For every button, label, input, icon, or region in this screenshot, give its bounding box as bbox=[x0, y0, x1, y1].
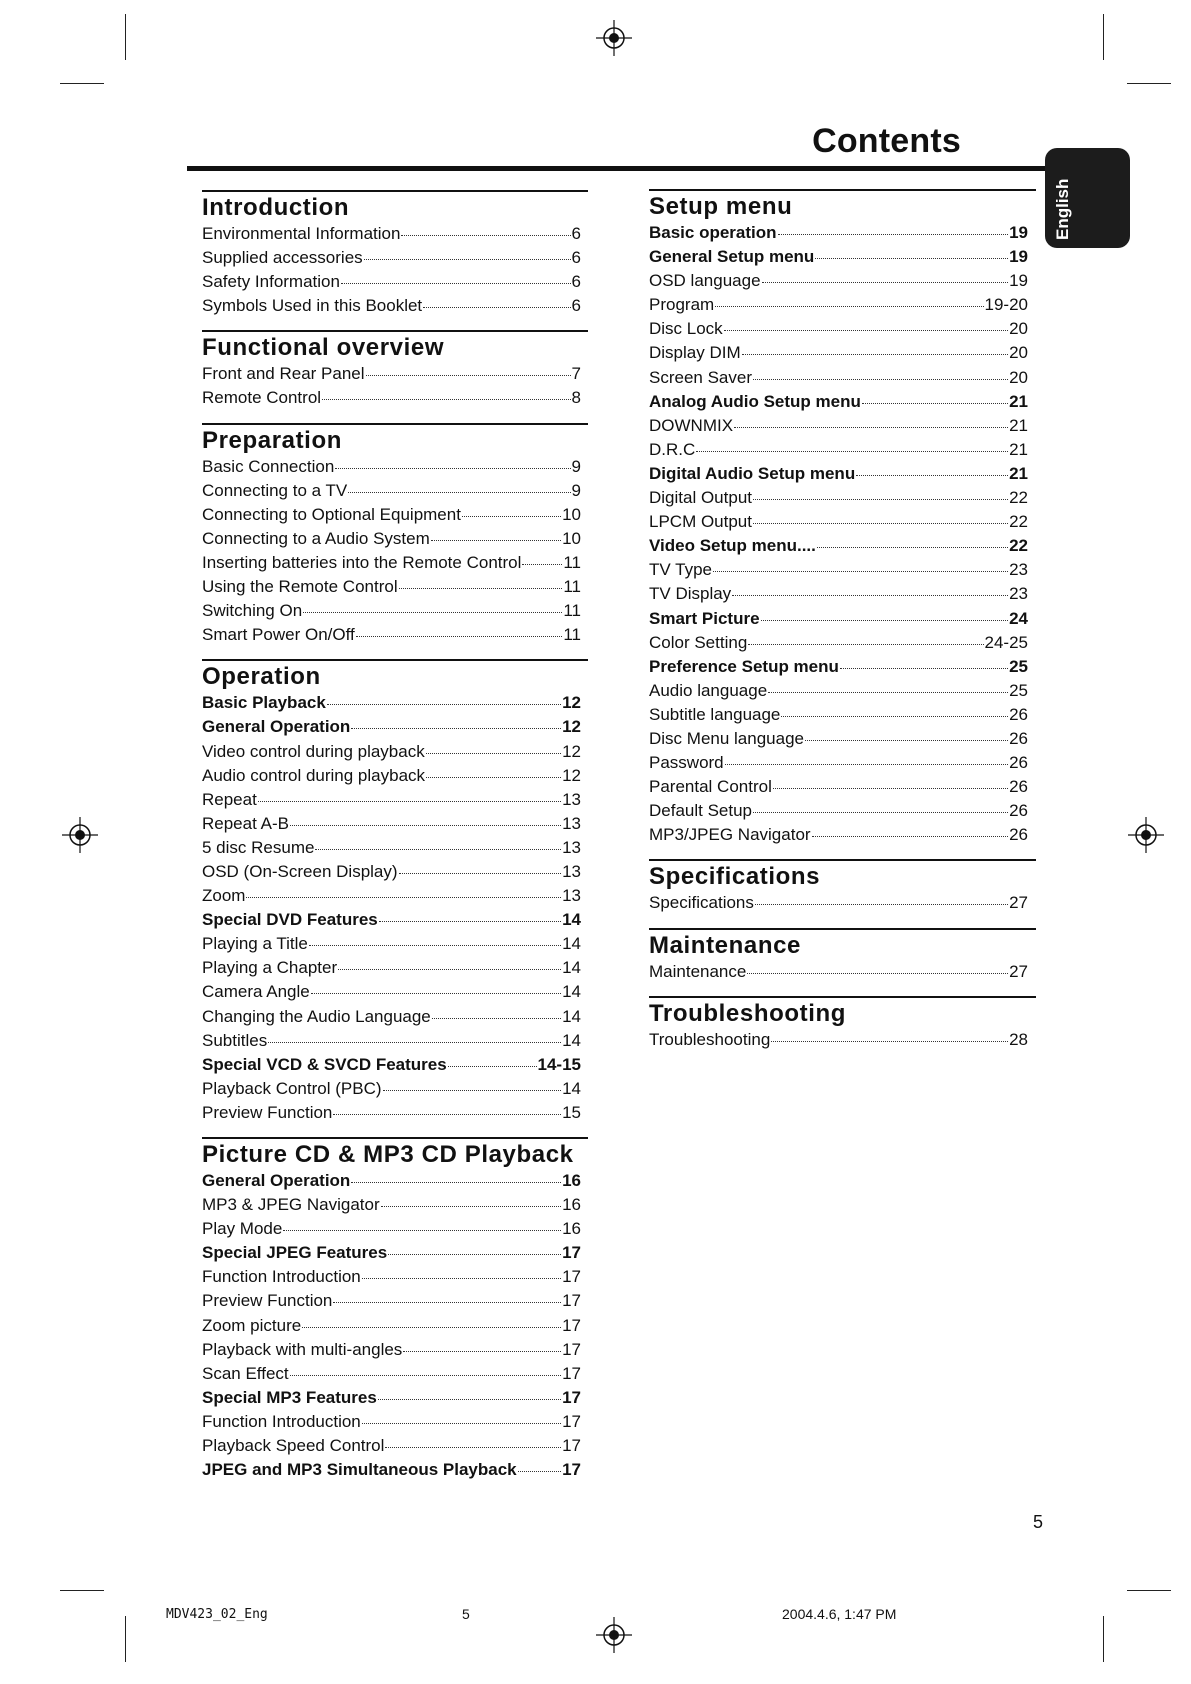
dot-leader bbox=[805, 724, 1008, 741]
crop-mark bbox=[1103, 14, 1104, 60]
toc-entry-page: 11 bbox=[563, 577, 581, 597]
toc-entry-label: Disc Lock bbox=[649, 319, 723, 339]
dot-leader bbox=[290, 1359, 561, 1376]
dot-leader bbox=[364, 243, 571, 260]
toc-entry bbox=[202, 294, 581, 318]
toc-entry-label: Analog Audio Setup menu bbox=[649, 391, 861, 411]
toc-entry-page: 21 bbox=[1009, 439, 1028, 459]
dot-leader bbox=[755, 888, 1008, 905]
toc-entry-label: 5 disc Resume bbox=[202, 837, 315, 857]
dot-leader bbox=[753, 363, 1008, 380]
toc-entry-page: 14 bbox=[562, 958, 581, 978]
toc-entry-page: 19 bbox=[1009, 247, 1028, 267]
section-heading: Setup menu bbox=[649, 189, 1036, 221]
dot-leader bbox=[753, 796, 1008, 813]
toc-entry-label: General Setup menu bbox=[649, 247, 815, 267]
toc-entry-label: Special JPEG Features bbox=[202, 1243, 388, 1263]
toc-entry-label: Symbols Used in this Booklet bbox=[202, 296, 423, 316]
section-heading: Operation bbox=[202, 659, 588, 691]
footer-timestamp: 2004.4.6, 1:47 PM bbox=[782, 1606, 897, 1622]
section-heading: Specifications bbox=[649, 859, 1036, 891]
dot-leader bbox=[388, 1238, 561, 1255]
dot-leader bbox=[734, 411, 1008, 428]
toc-entry-page: 13 bbox=[562, 886, 581, 906]
dot-leader bbox=[713, 555, 1008, 572]
toc-entry-label: Preview Function bbox=[202, 1291, 333, 1311]
toc-entry-label: Display DIM bbox=[649, 343, 741, 363]
toc-entry-label: Program bbox=[649, 295, 715, 315]
dot-leader bbox=[327, 688, 561, 705]
toc-entry-page: 17 bbox=[562, 1339, 581, 1359]
toc-entry-page: 16 bbox=[562, 1219, 581, 1239]
dot-leader bbox=[426, 737, 561, 754]
dot-leader bbox=[840, 652, 1008, 669]
dot-leader bbox=[362, 1407, 561, 1424]
registration-mark-icon bbox=[596, 1617, 632, 1653]
dot-leader bbox=[335, 452, 570, 469]
toc-entry-page: 14 bbox=[562, 1078, 581, 1098]
toc-entry-page: 23 bbox=[1009, 584, 1028, 604]
dot-leader bbox=[747, 957, 1008, 974]
toc-entry-page: 14 bbox=[562, 934, 581, 954]
dot-leader bbox=[403, 1335, 561, 1352]
toc-entry-label: Front and Rear Panel bbox=[202, 364, 365, 384]
dot-leader bbox=[333, 1098, 561, 1115]
toc-entry-page: 11 bbox=[563, 601, 581, 621]
dot-leader bbox=[518, 1455, 561, 1472]
toc-entry-page: 13 bbox=[562, 813, 581, 833]
footer-filename: MDV423_02_Eng bbox=[166, 1607, 268, 1622]
toc-entry-page: 20 bbox=[1009, 343, 1028, 363]
toc-entry-label: JPEG and MP3 Simultaneous Playback bbox=[202, 1460, 517, 1480]
toc-entry-label: Disc Menu language bbox=[649, 728, 804, 748]
registration-mark-icon bbox=[596, 20, 632, 56]
toc-entry-page: 26 bbox=[1009, 728, 1028, 748]
toc-entry-label: Special DVD Features bbox=[202, 910, 378, 930]
dot-leader bbox=[268, 1026, 561, 1043]
toc-entry-label: Color Setting bbox=[649, 632, 748, 652]
toc-entry-label: TV Type bbox=[649, 560, 712, 580]
dot-leader bbox=[742, 338, 1008, 355]
section-heading: Maintenance bbox=[649, 928, 1036, 960]
toc-entry-page: 26 bbox=[1009, 801, 1028, 821]
dot-leader bbox=[362, 1262, 561, 1279]
dot-leader bbox=[401, 219, 570, 236]
toc-section bbox=[202, 330, 588, 410]
section-heading: Functional overview bbox=[202, 330, 588, 362]
toc-entry-page: 11 bbox=[563, 552, 581, 572]
toc-entry bbox=[649, 891, 1028, 915]
toc-entry-label: Basic Playback bbox=[202, 693, 326, 713]
toc-entry-label: TV Display bbox=[649, 584, 732, 604]
toc-entry-label: Repeat A-B bbox=[202, 813, 289, 833]
toc-entry-label: Password bbox=[649, 753, 724, 773]
dot-leader bbox=[341, 267, 571, 284]
dot-leader bbox=[290, 809, 561, 826]
dot-leader bbox=[431, 524, 561, 541]
dot-leader bbox=[348, 476, 570, 493]
toc-entry-page: 6 bbox=[571, 224, 581, 243]
dot-leader bbox=[366, 359, 571, 376]
toc-entry-page: 13 bbox=[562, 861, 581, 881]
dot-leader bbox=[426, 761, 561, 778]
toc-entry-page: 12 bbox=[562, 741, 581, 761]
toc-entry-page: 14 bbox=[562, 910, 581, 930]
dot-leader bbox=[815, 242, 1008, 259]
toc-entry-page: 6 bbox=[571, 248, 581, 268]
toc-entry-page: 24-25 bbox=[984, 632, 1028, 652]
toc-entry-label: Safety Information bbox=[202, 272, 340, 292]
toc-entry-label: MP3/JPEG Navigator bbox=[649, 825, 811, 845]
dot-leader bbox=[856, 459, 1008, 476]
toc-entry-label: OSD (On-Screen Display) bbox=[202, 861, 398, 881]
toc-entry-page: 17 bbox=[562, 1363, 581, 1383]
dot-leader bbox=[462, 500, 561, 517]
crop-mark bbox=[1103, 1616, 1104, 1662]
dot-leader bbox=[351, 712, 561, 729]
toc-entry-label: Subtitles bbox=[202, 1030, 268, 1050]
toc-section bbox=[649, 189, 1036, 847]
toc-entry-label: Basic operation bbox=[649, 223, 777, 242]
toc-entry-page: 26 bbox=[1009, 777, 1028, 797]
dot-leader bbox=[399, 857, 562, 874]
toc-entry-page: 13 bbox=[562, 789, 581, 809]
crop-mark bbox=[125, 1616, 126, 1662]
crop-mark bbox=[60, 83, 104, 84]
toc-entry-label: Special MP3 Features bbox=[202, 1387, 377, 1407]
dot-leader bbox=[778, 218, 1009, 235]
toc-entry-label: OSD language bbox=[649, 271, 761, 291]
toc-entry-label: Repeat bbox=[202, 789, 257, 809]
dot-leader bbox=[724, 314, 1008, 331]
crop-mark bbox=[60, 1590, 104, 1591]
toc-section bbox=[649, 928, 1036, 984]
toc-entry-label: Specifications bbox=[649, 893, 754, 913]
toc-entry-label: Play Mode bbox=[202, 1219, 283, 1239]
toc-entry-page: 25 bbox=[1009, 680, 1028, 700]
toc-entry-page: 16 bbox=[562, 1195, 581, 1215]
toc-entry-page: 10 bbox=[562, 504, 581, 524]
crop-mark bbox=[125, 14, 126, 60]
toc-entry-page: 22 bbox=[1009, 488, 1028, 508]
toc-entry-page: 6 bbox=[571, 272, 581, 292]
toc-entry-page: 10 bbox=[562, 528, 581, 548]
toc-entry-label: DOWNMIX bbox=[649, 415, 734, 435]
toc-entry-page: 20 bbox=[1009, 367, 1028, 387]
toc-entry-label: Video Setup menu.... bbox=[649, 536, 816, 556]
toc-entry bbox=[202, 386, 581, 410]
dot-leader bbox=[423, 291, 570, 308]
toc-entry-page: 27 bbox=[1009, 961, 1028, 981]
toc-entry-label: Connecting to a TV bbox=[202, 480, 348, 500]
toc-section bbox=[649, 996, 1036, 1052]
toc-entry-label: Playback Speed Control bbox=[202, 1436, 385, 1456]
dot-leader bbox=[381, 1190, 561, 1207]
toc-entry-page: 17 bbox=[562, 1315, 581, 1335]
language-tab bbox=[1045, 148, 1130, 248]
section-heading: Troubleshooting bbox=[649, 996, 1036, 1028]
toc-entry-page: 17 bbox=[562, 1267, 581, 1287]
dot-leader bbox=[748, 628, 983, 645]
dot-leader bbox=[385, 1431, 561, 1448]
dot-leader bbox=[753, 507, 1008, 524]
dot-leader bbox=[812, 820, 1009, 837]
toc-entry-label: LPCM Output bbox=[649, 512, 752, 532]
dot-leader bbox=[761, 604, 1009, 621]
toc-entry bbox=[202, 1101, 581, 1125]
dot-leader bbox=[432, 1002, 561, 1019]
toc-entry-label: Camera Angle bbox=[202, 982, 310, 1002]
toc-entry-label: Parental Control bbox=[649, 777, 772, 797]
toc-entry-page: 17 bbox=[562, 1243, 581, 1263]
toc-entry-label: Function Introduction bbox=[202, 1267, 361, 1287]
toc-entry-page: 14 bbox=[562, 982, 581, 1002]
toc-entry-label: Basic Connection bbox=[202, 456, 335, 476]
toc-entry-label: MP3 & JPEG Navigator bbox=[202, 1195, 380, 1215]
dot-leader bbox=[379, 905, 561, 922]
dot-leader bbox=[768, 676, 1008, 693]
toc-entry-label: Troubleshooting bbox=[649, 1029, 771, 1049]
toc-entry-page: 19 bbox=[1009, 271, 1028, 291]
toc-entry-label: Scan Effect bbox=[202, 1363, 289, 1383]
toc-section bbox=[202, 190, 588, 318]
toc-entry-label: Environmental Information bbox=[202, 224, 401, 243]
toc-entry-label: Using the Remote Control bbox=[202, 577, 398, 597]
toc-column-left bbox=[202, 190, 588, 1494]
toc-entry-label: Preference Setup menu bbox=[649, 656, 839, 676]
toc-entry-label: Digital Audio Setup menu bbox=[649, 463, 856, 483]
toc-entry-page: 26 bbox=[1009, 825, 1028, 845]
dot-leader bbox=[732, 579, 1008, 596]
crop-mark bbox=[1127, 83, 1171, 84]
dot-leader bbox=[383, 1074, 562, 1091]
dot-leader bbox=[448, 1050, 537, 1067]
footer-page-number: 5 bbox=[462, 1606, 470, 1622]
toc-entry-page: 22 bbox=[1009, 512, 1028, 532]
page-number: 5 bbox=[1033, 1512, 1044, 1532]
dot-leader bbox=[725, 748, 1008, 765]
toc-entry-page: 9 bbox=[571, 480, 581, 500]
dot-leader bbox=[715, 290, 983, 307]
toc-entry-page: 8 bbox=[571, 388, 581, 408]
toc-section bbox=[202, 423, 588, 648]
toc-entry-label: Smart Power On/Off bbox=[202, 625, 355, 645]
dot-leader bbox=[771, 1025, 1008, 1042]
toc-entry-page: 26 bbox=[1009, 704, 1028, 724]
registration-mark-icon bbox=[1128, 817, 1164, 853]
dot-leader bbox=[311, 977, 561, 994]
toc-entry-page: 14 bbox=[562, 1030, 581, 1050]
toc-entry-page: 12 bbox=[562, 765, 581, 785]
registration-mark-icon bbox=[62, 817, 98, 853]
toc-entry-label: Screen Saver bbox=[649, 367, 752, 387]
toc-entry-page: 12 bbox=[562, 717, 581, 737]
toc-entry-page: 11 bbox=[563, 625, 581, 645]
dot-leader bbox=[315, 833, 561, 850]
toc-entry-label: Playing a Title bbox=[202, 934, 308, 954]
dot-leader bbox=[817, 531, 1008, 548]
section-heading: Introduction bbox=[202, 190, 588, 222]
toc-entry-label: Changing the Audio Language bbox=[202, 1006, 431, 1026]
dot-leader bbox=[522, 548, 562, 565]
toc-entry-label: Switching On bbox=[202, 601, 303, 621]
dot-leader bbox=[303, 596, 562, 613]
crop-mark bbox=[1127, 1590, 1171, 1591]
toc-entry-page: 17 bbox=[562, 1436, 581, 1456]
toc-entry-page: 9 bbox=[571, 456, 581, 476]
dot-leader bbox=[246, 881, 561, 898]
toc-section bbox=[202, 1137, 588, 1482]
toc-entry-label: Playback Control (PBC) bbox=[202, 1078, 382, 1098]
toc-entry-label: Playback with multi-angles bbox=[202, 1339, 403, 1359]
dot-leader bbox=[781, 700, 1008, 717]
dot-leader bbox=[283, 1214, 561, 1231]
toc-entry-page: 23 bbox=[1009, 560, 1028, 580]
toc-entry-page: 14-15 bbox=[537, 1054, 581, 1074]
toc-entry bbox=[202, 623, 581, 647]
toc-entry-label: Connecting to a Audio System bbox=[202, 528, 430, 548]
toc-entry-label: Audio language bbox=[649, 680, 768, 700]
toc-entry-label: Function Introduction bbox=[202, 1411, 361, 1431]
toc-entry-label: Supplied accessories bbox=[202, 248, 363, 268]
toc-entry-page: 17 bbox=[562, 1411, 581, 1431]
dot-leader bbox=[773, 772, 1008, 789]
dot-leader bbox=[322, 383, 570, 400]
toc-entry-label: General Operation bbox=[202, 717, 351, 737]
toc-entry-page: 7 bbox=[571, 364, 581, 384]
language-tab-label: English bbox=[1053, 178, 1072, 240]
toc-entry-label: Remote Control bbox=[202, 388, 322, 408]
toc-entry-page: 21 bbox=[1009, 415, 1028, 435]
dot-leader bbox=[302, 1311, 561, 1328]
toc-entry bbox=[649, 1028, 1028, 1052]
toc-entry-page: 20 bbox=[1009, 319, 1028, 339]
toc-entry-page: 24 bbox=[1009, 608, 1028, 628]
toc-entry-page: 28 bbox=[1009, 1029, 1028, 1049]
dot-leader bbox=[862, 387, 1008, 404]
toc-entry-page: 19 bbox=[1009, 223, 1028, 242]
toc-entry-label: Subtitle language bbox=[649, 704, 781, 724]
toc-entry-label: D.R.C bbox=[649, 439, 696, 459]
section-heading: Preparation bbox=[202, 423, 588, 455]
toc-entry-label: Digital Output bbox=[649, 488, 752, 508]
toc-entry-label: Maintenance bbox=[649, 961, 747, 981]
dot-leader bbox=[351, 1166, 561, 1183]
dot-leader bbox=[258, 785, 561, 802]
toc-entry-label: Audio control during playback bbox=[202, 765, 426, 785]
toc-entry-label: Inserting batteries into the Remote Control bbox=[202, 552, 522, 572]
dot-leader bbox=[753, 483, 1008, 500]
toc-entry bbox=[202, 1458, 581, 1482]
section-heading: Picture CD & MP3 CD Playback bbox=[202, 1137, 588, 1169]
toc-entry-page: 6 bbox=[571, 296, 581, 316]
toc-entry-page: 17 bbox=[562, 1387, 581, 1407]
dot-leader bbox=[333, 1286, 561, 1303]
toc-entry-page: 16 bbox=[562, 1171, 581, 1190]
toc-entry bbox=[649, 960, 1028, 984]
toc-entry-label: Smart Picture bbox=[649, 608, 760, 628]
dot-leader bbox=[696, 435, 1008, 452]
toc-entry-page: 27 bbox=[1009, 893, 1028, 913]
toc-entry-page: 12 bbox=[562, 693, 581, 713]
toc-entry-label: Default Setup bbox=[649, 801, 753, 821]
page-title: Contents bbox=[812, 122, 961, 160]
toc-entry-label: Connecting to Optional Equipment bbox=[202, 504, 461, 524]
dot-leader bbox=[356, 620, 563, 637]
toc-column-right bbox=[649, 189, 1036, 1064]
toc-entry-label: Preview Function bbox=[202, 1102, 333, 1122]
toc-entry-page: 13 bbox=[562, 837, 581, 857]
dot-leader bbox=[338, 953, 561, 970]
toc-entry-page: 19-20 bbox=[984, 295, 1028, 315]
toc-entry-page: 21 bbox=[1009, 391, 1028, 411]
toc-entry-label: Special VCD & SVCD Features bbox=[202, 1054, 447, 1074]
toc-entry-label: Zoom bbox=[202, 886, 246, 906]
title-divider bbox=[187, 166, 1046, 171]
toc-entry-label: General Operation bbox=[202, 1171, 351, 1190]
toc-entry-label: Playing a Chapter bbox=[202, 958, 338, 978]
dot-leader bbox=[309, 929, 561, 946]
toc-entry bbox=[649, 823, 1028, 847]
toc-entry-page: 17 bbox=[562, 1460, 581, 1480]
toc-section bbox=[202, 659, 588, 1125]
dot-leader bbox=[762, 266, 1009, 283]
toc-entry-page: 26 bbox=[1009, 753, 1028, 773]
dot-leader bbox=[378, 1383, 561, 1400]
toc-entry-page: 17 bbox=[562, 1291, 581, 1311]
toc-entry-label: Video control during playback bbox=[202, 741, 425, 761]
dot-leader bbox=[399, 572, 563, 589]
toc-entry-page: 25 bbox=[1009, 656, 1028, 676]
toc-entry-page: 21 bbox=[1009, 463, 1028, 483]
toc-entry-label: Zoom picture bbox=[202, 1315, 302, 1335]
toc-entry-page: 15 bbox=[562, 1102, 581, 1122]
toc-section bbox=[649, 859, 1036, 915]
toc-entry-page: 22 bbox=[1009, 536, 1028, 556]
toc-entry-page: 14 bbox=[562, 1006, 581, 1026]
